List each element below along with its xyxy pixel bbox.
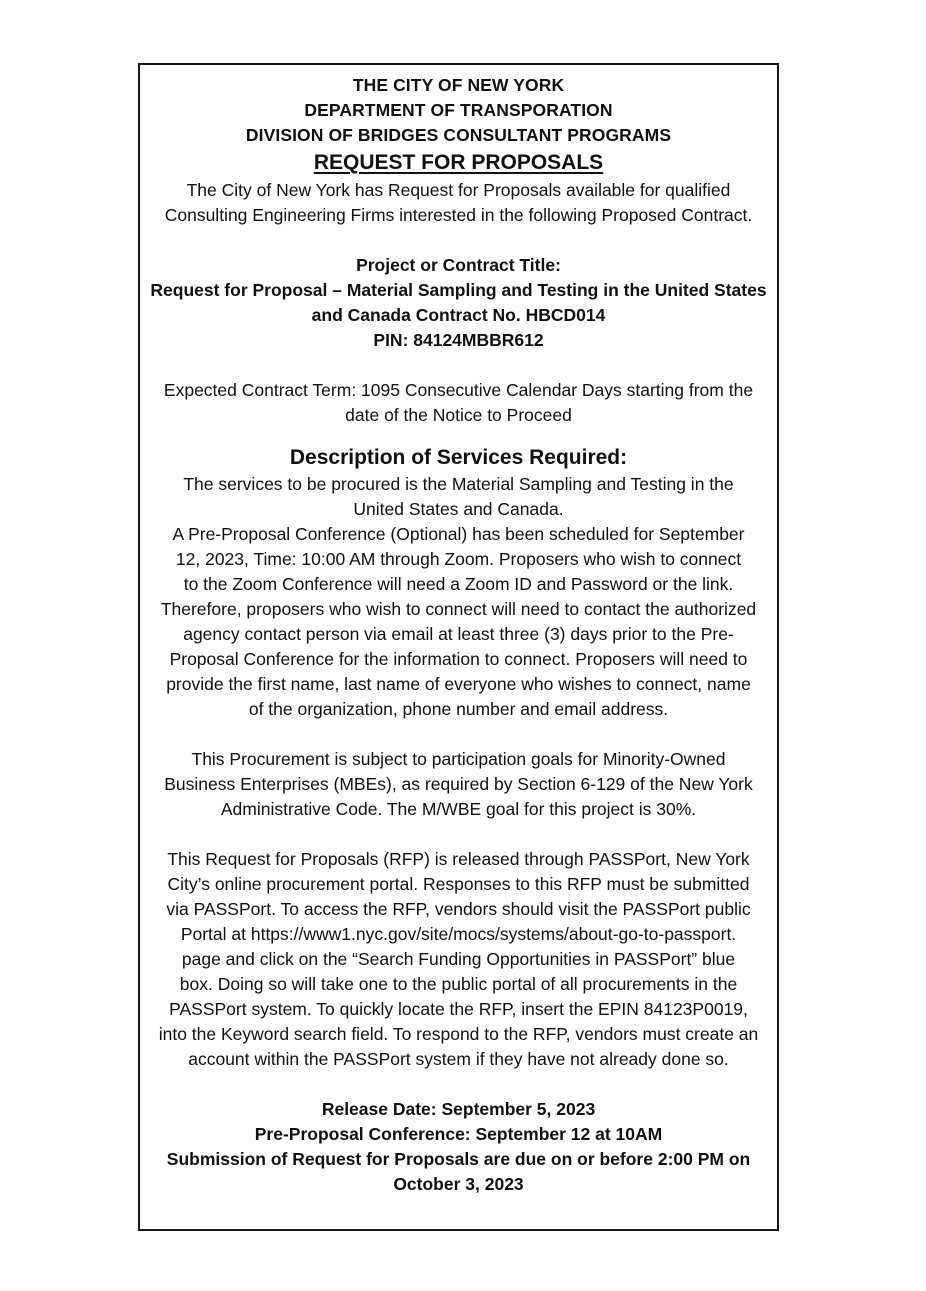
- passport-line: page and click on the “Search Funding Opportunities in PASSPort” blue: [181, 949, 736, 969]
- passport-line: This Request for Proposals (RFP) is released through PASSPort, New York: [167, 849, 750, 869]
- release-date: Release Date: September 5, 2023: [321, 1099, 596, 1119]
- notice-content: [148, 73, 769, 1197]
- description-line: A Pre-Proposal Conference (Optional) has been scheduled for September: [172, 524, 745, 544]
- header-city: THE CITY OF NEW YORK: [352, 75, 565, 95]
- project-section: [148, 253, 769, 353]
- passport-line: box. Doing so will take one to the public portal of all procurements in the: [179, 974, 738, 994]
- mbe-paragraph: [148, 747, 769, 822]
- contract-term: [148, 378, 769, 428]
- intro-line: Consulting Engineering Firms interested in the following Proposed Contract.: [164, 205, 753, 225]
- mbe-line: This Procurement is subject to participation goals for Minority-Owned: [191, 749, 726, 769]
- passport-line: into the Keyword search field. To respond to the RFP, vendors must create an: [158, 1024, 759, 1044]
- term-line: date of the Notice to Proceed: [345, 405, 572, 425]
- project-pin: PIN: 84124MBBR612: [373, 330, 544, 350]
- passport-line: City’s online procurement portal. Responses to this RFP must be submitted: [167, 874, 750, 894]
- description-line: to the Zoom Conference will need a Zoom ID and Password or the link.: [183, 574, 734, 594]
- description-line: of the organization, phone number and email address.: [248, 699, 669, 719]
- description-line: The services to be procured is the Material Sampling and Testing in the: [183, 474, 734, 494]
- description-heading: Description of Services Required:: [289, 446, 628, 469]
- project-title: [148, 278, 769, 328]
- passport-paragraph: [148, 847, 769, 1072]
- header-division: DIVISION OF BRIDGES CONSULTANT PROGRAMS: [245, 125, 672, 145]
- submission-date: October 3, 2023: [393, 1174, 524, 1194]
- passport-line: PASSPort system. To quickly locate the RFP, insert the EPIN 84123P0019,: [169, 999, 748, 1019]
- project-title-line: Request for Proposal – Material Sampling and Testing in the United States: [150, 280, 767, 300]
- intro-paragraph: [148, 178, 769, 228]
- description-line: agency contact person via email at least three (3) days prior to the Pre-: [183, 624, 734, 644]
- project-label: Project or Contract Title:: [356, 255, 561, 275]
- description-paragraph: [148, 472, 769, 722]
- mbe-line: Business Enterprises (MBEs), as required by Section 6-129 of the New York: [164, 774, 753, 794]
- passport-line: via PASSPort. To access the RFP, vendors should visit the PASSPort public: [166, 899, 751, 919]
- rfp-notice: [138, 63, 779, 1231]
- mbe-line: Administrative Code. The M/WBE goal for this project is 30%.: [220, 799, 697, 819]
- description-line: United States and Canada.: [353, 499, 564, 519]
- term-line: Expected Contract Term: 1095 Consecutive Calendar Days starting from the: [163, 380, 754, 400]
- description-line: Proposal Conference for the information to connect. Proposers will need to: [169, 649, 748, 669]
- passport-line: account within the PASSPort system if they have not already done so.: [188, 1049, 729, 1069]
- page-title: REQUEST FOR PROPOSALS: [313, 151, 604, 174]
- description-line: Therefore, proposers who wish to connect will need to contact the authorized: [160, 599, 757, 619]
- header-department: DEPARTMENT OF TRANSPORATION: [304, 100, 613, 120]
- project-title-line: and Canada Contract No. HBCD014: [311, 305, 606, 325]
- conference-date: Pre-Proposal Conference: September 12 at 10AM: [254, 1124, 663, 1144]
- submission-deadline: Submission of Request for Proposals are due on or before 2:00 PM on: [166, 1149, 751, 1169]
- intro-line: The City of New York has Request for Proposals available for qualified: [186, 180, 731, 200]
- dates-section: [148, 1097, 769, 1197]
- description-line: 12, 2023, Time: 10:00 AM through Zoom. Proposers who wish to connect: [175, 549, 742, 569]
- description-line: provide the first name, last name of everyone who wishes to connect, name: [166, 674, 751, 694]
- passport-url-line: Portal at https://www1.nyc.gov/site/mocs/systems/about-go-to-passport.: [180, 924, 737, 944]
